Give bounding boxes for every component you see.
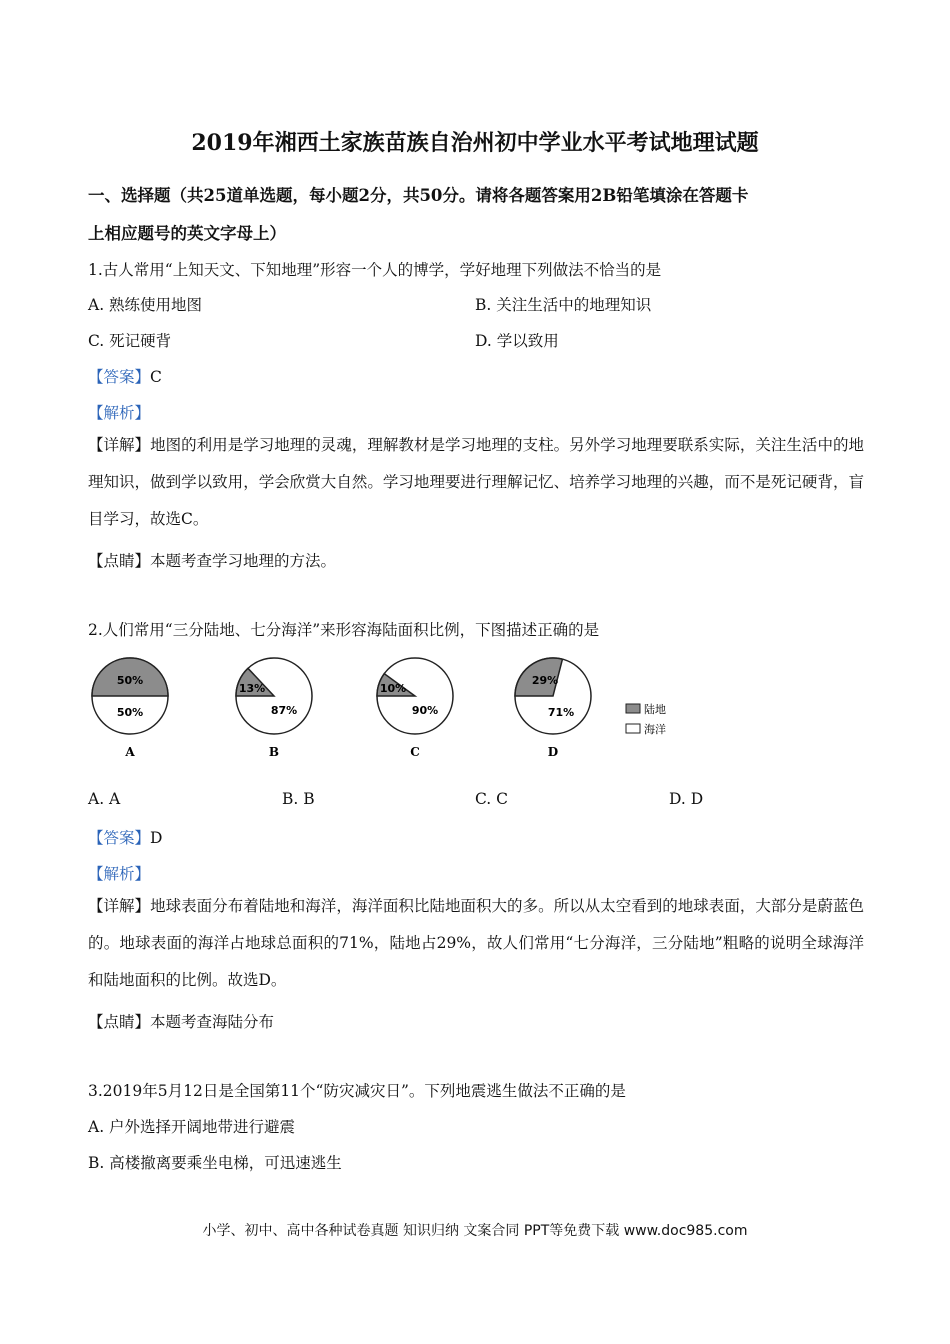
pie-d bbox=[515, 658, 591, 759]
q2-detail-tag: 【详解】 bbox=[88, 897, 151, 915]
q2-option-d: D. D bbox=[669, 790, 704, 808]
section-heading-line2: 上相应题号的英文字母上） bbox=[88, 224, 286, 243]
q1-answer-tag: 【答案】 bbox=[88, 368, 151, 386]
q1-detail bbox=[88, 427, 864, 538]
legend-sea-label: 海洋 bbox=[644, 723, 666, 736]
q1-option-d: D. 学以致用 bbox=[475, 332, 559, 350]
page-footer: 小学、初中、高中各种试卷真题 知识归纳 文案合同 PPT等免费下载 www.doc985.com bbox=[202, 1223, 748, 1239]
section-heading-line1: 一、选择题（共25道单选题，每小题2分，共50分。请将各题答案用2B铅笔填涂在答题卡 bbox=[88, 186, 749, 205]
q3-option-b: B. 高楼撤离要乘坐电梯，可迅速逃生 bbox=[88, 1154, 342, 1172]
q3-stem: 3.2019年5月12日是全国第11个“防灾减灾日”。下列地震逃生做法不正确的是 bbox=[88, 1082, 626, 1100]
q1-option-a: A. 熟练使用地图 bbox=[88, 296, 203, 314]
q2-answer-value: D bbox=[150, 829, 163, 847]
q2-option-b: B. B bbox=[282, 790, 315, 808]
q1-analysis-tag: 【解析】 bbox=[88, 404, 151, 422]
q1-comment-text: 本题考查学习地理的方法。 bbox=[150, 552, 337, 570]
q1-option-c: C. 死记硬背 bbox=[88, 332, 172, 350]
q2-option-c: C. C bbox=[475, 790, 509, 808]
q2-comment bbox=[88, 1010, 274, 1032]
pie-b-sea-label: 87% bbox=[270, 704, 298, 717]
pie-b-letter: B bbox=[268, 745, 280, 759]
q2-answer bbox=[88, 826, 162, 848]
q2-detail-text: 地球表面分布着陆地和海洋，海洋面积比陆地面积大的多。所以从太空看到的地球表面，大部分是蔚蓝色的。地球表面的海洋占地球总面积的71%，陆地占29%，故人们常用“七分海洋，三分陆地”粗略的说明全球海洋和陆地面积的比例。故选D。 bbox=[88, 897, 864, 989]
q1-answer bbox=[88, 365, 162, 387]
pie-a bbox=[92, 658, 168, 759]
figure-legend bbox=[626, 702, 666, 736]
q3-option-a: A. 户外选择开阔地带进行避震 bbox=[88, 1118, 296, 1136]
page-title: 2019年湘西土家族苗族自治州初中学业水平考试地理试题 bbox=[191, 130, 759, 156]
q1-comment bbox=[88, 549, 336, 571]
q2-comment-tag: 【点睛】 bbox=[88, 1013, 151, 1031]
pie-a-letter: A bbox=[125, 745, 135, 759]
land-sea-pie-figure bbox=[86, 654, 686, 764]
legend-land-swatch bbox=[626, 704, 640, 713]
pie-d-land-label: 29% bbox=[531, 674, 559, 687]
q2-analysis-tag: 【解析】 bbox=[88, 865, 151, 883]
pie-d-letter: D bbox=[547, 745, 559, 759]
pie-a-land-label: 50% bbox=[116, 674, 144, 687]
q2-detail bbox=[88, 888, 864, 999]
pie-b bbox=[236, 658, 312, 759]
q1-detail-tag: 【详解】 bbox=[88, 436, 151, 454]
pie-d-sea-label: 71% bbox=[547, 706, 575, 719]
pie-c-land-label: 10% bbox=[379, 682, 407, 695]
q1-detail-text: 地图的利用是学习地理的灵魂，理解教材是学习地理的支柱。另外学习地理要联系实际，关注生活中的地理知识，做到学以致用，学会欣赏大自然。学习地理要进行理解记忆、培养学习地理的兴趣，而不是死记硬背，盲目学习，故选C。 bbox=[88, 436, 864, 528]
q1-stem: 1.古人常用“上知天文、下知地理”形容一个人的博学，学好地理下列做法不恰当的是 bbox=[88, 261, 662, 279]
pie-c-sea-label: 90% bbox=[411, 704, 439, 717]
pie-c-letter: C bbox=[410, 745, 420, 759]
q2-option-a: A. A bbox=[88, 790, 121, 808]
q1-comment-tag: 【点睛】 bbox=[88, 552, 151, 570]
q1-answer-value: C bbox=[150, 368, 162, 386]
q1-option-b: B. 关注生活中的地理知识 bbox=[475, 296, 652, 314]
pie-c bbox=[377, 658, 453, 759]
pie-b-land-label: 13% bbox=[238, 682, 266, 695]
legend-sea-swatch bbox=[626, 724, 640, 733]
q2-comment-text: 本题考查海陆分布 bbox=[150, 1013, 275, 1031]
q2-answer-tag: 【答案】 bbox=[88, 829, 151, 847]
pie-a-sea-label: 50% bbox=[116, 706, 144, 719]
q2-stem: 2.人们常用“三分陆地、七分海洋”来形容海陆面积比例，下图描述正确的是 bbox=[88, 621, 600, 639]
legend-land-label: 陆地 bbox=[644, 703, 666, 716]
